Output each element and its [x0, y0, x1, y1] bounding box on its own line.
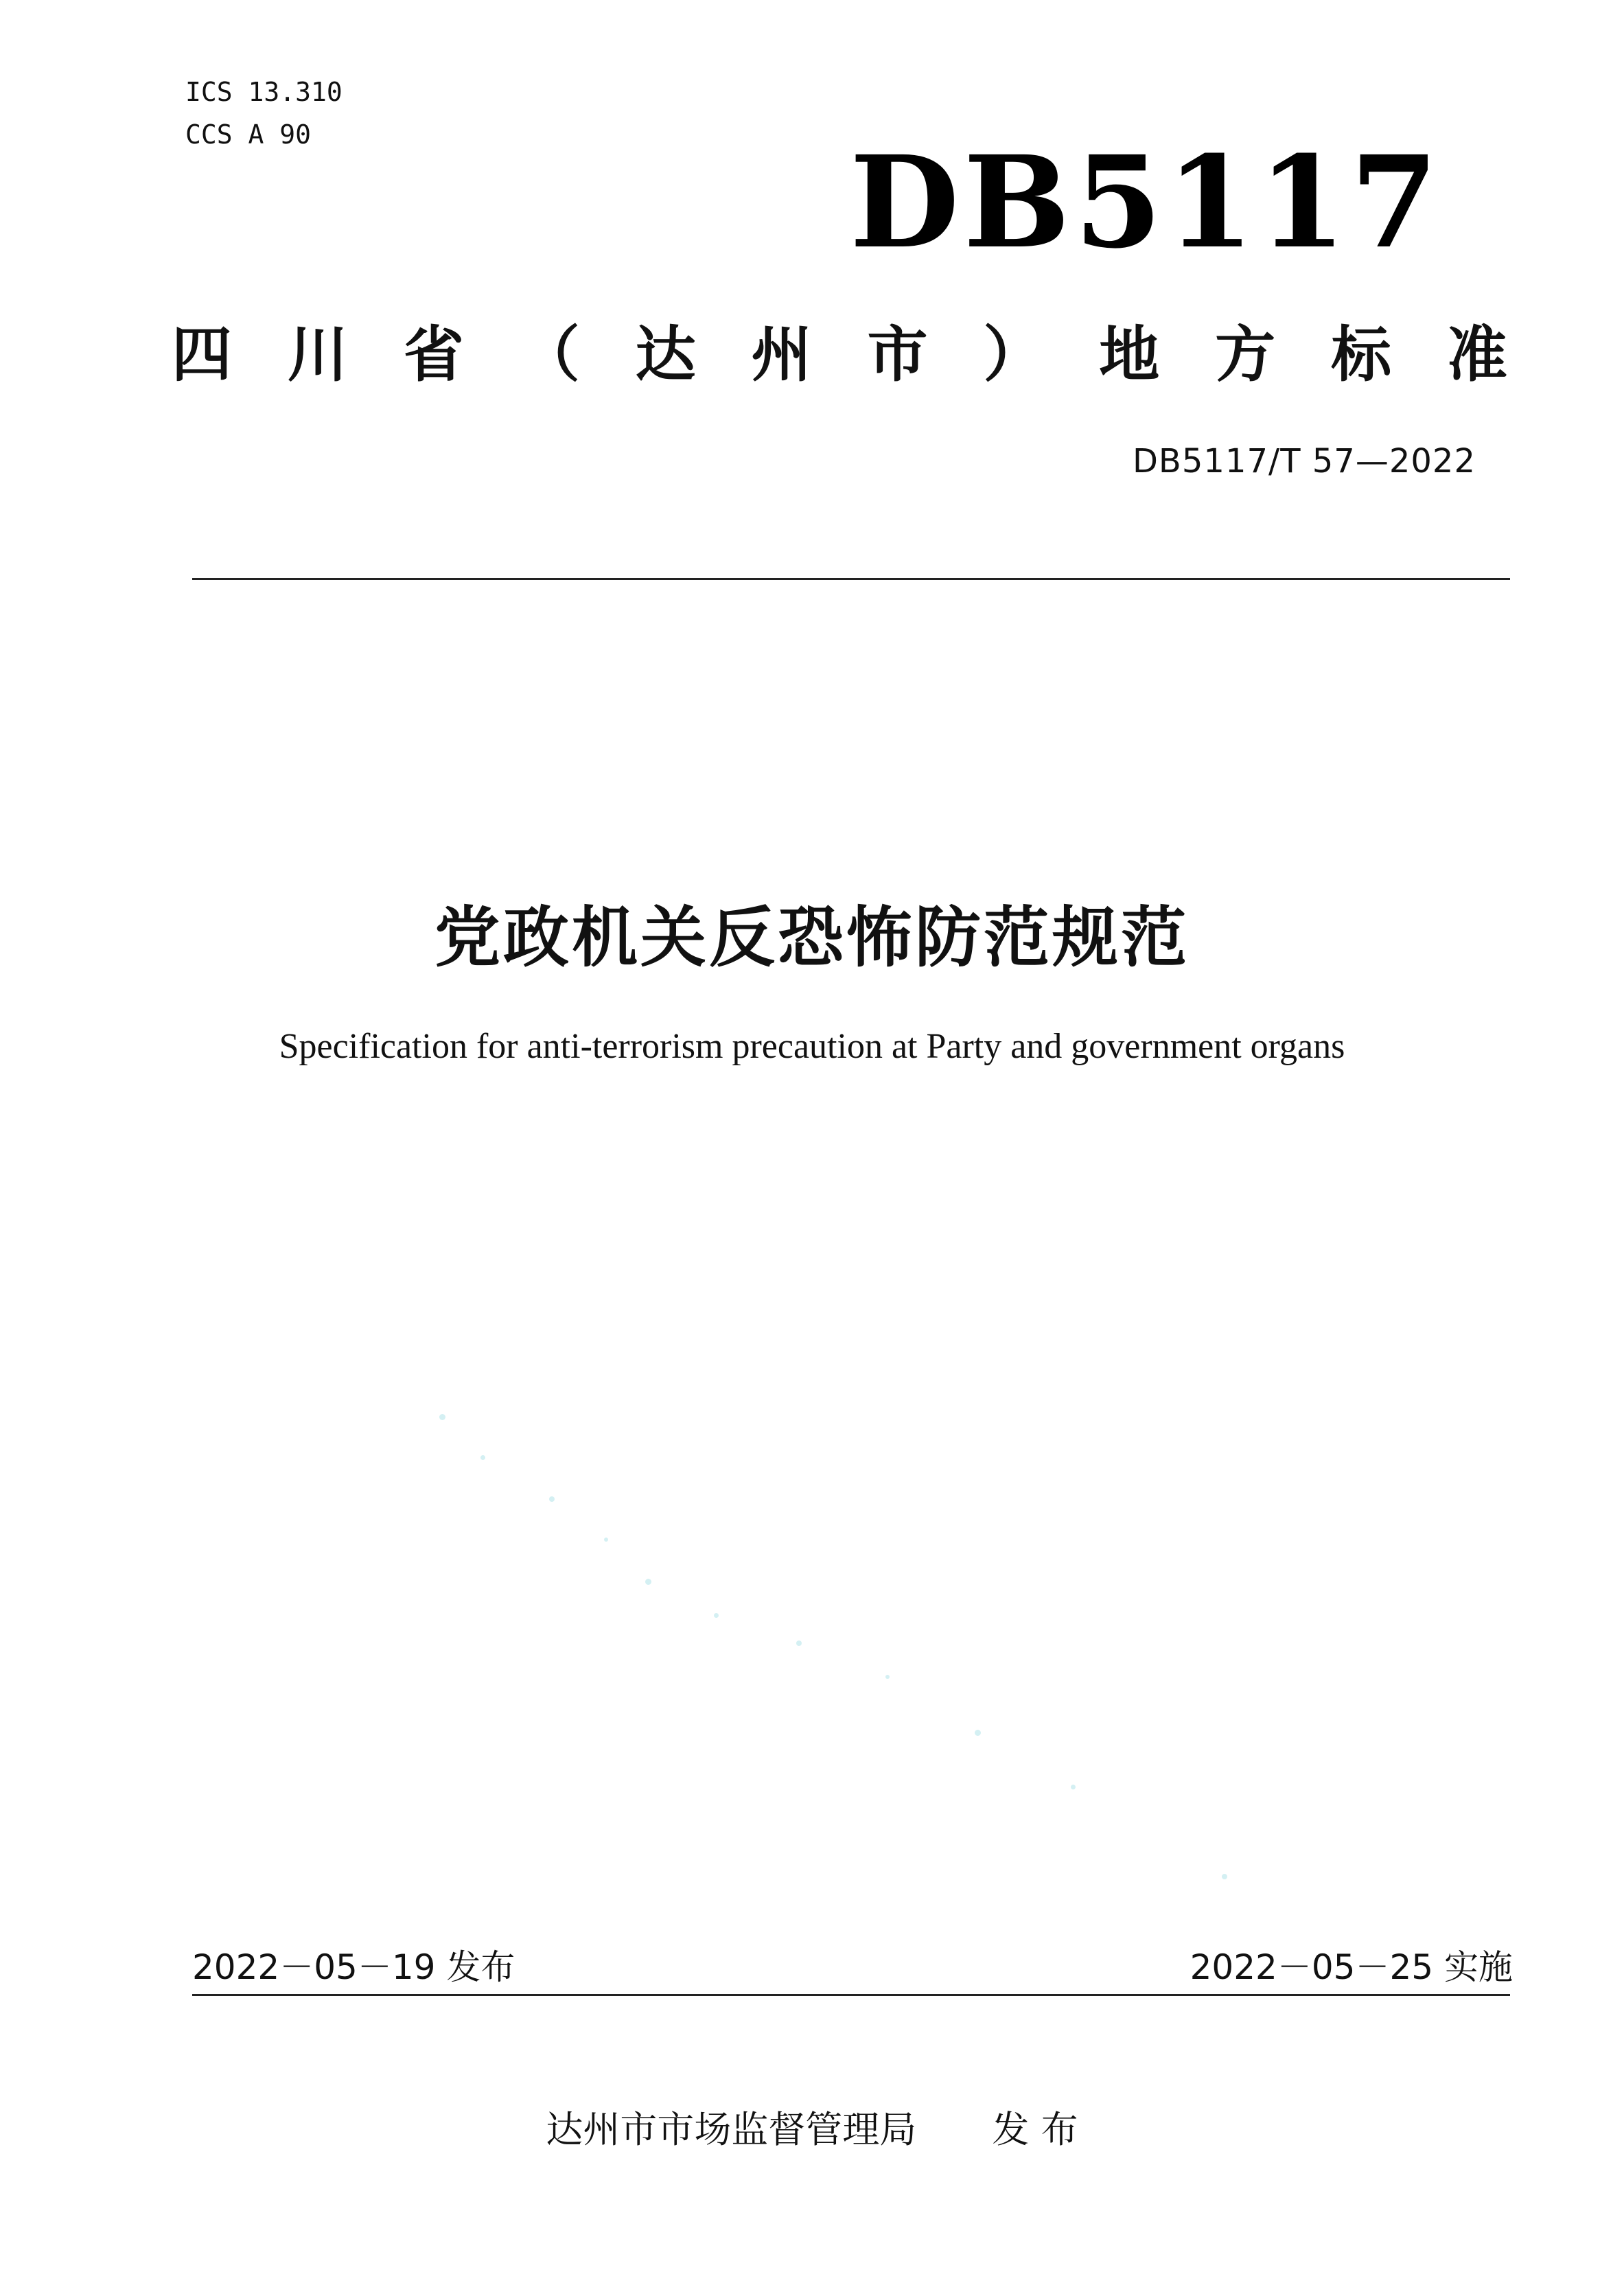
standard-type-char: 准 [1446, 319, 1507, 390]
top-divider [192, 578, 1510, 580]
standard-type-char: 省 [403, 319, 464, 390]
document-title-english: Specification for anti-terrorism precaution at Party and government organs [279, 1027, 1345, 1066]
standard-type-char: 市 [867, 319, 928, 390]
standard-type-char: 四 [172, 319, 233, 390]
db-standard-mark: DB5117 [850, 128, 1443, 277]
standard-type-char: （ [519, 319, 580, 390]
standard-number: DB5117/T 57—2022 [1132, 442, 1476, 480]
standard-type-char: 州 [751, 319, 812, 390]
bottom-divider [192, 1994, 1510, 1996]
effective-date: 2022－05－25 实施 [1190, 1947, 1513, 1987]
issuing-authority [0, 2100, 1624, 2153]
issuer-action: 发 布 [992, 2108, 1078, 2151]
standard-type-char: 标 [1331, 319, 1392, 390]
standard-type-char: 方 [1215, 319, 1276, 390]
ccs-code: CCS A 90 [185, 119, 312, 150]
document-title-chinese: 党政机关反恐怖防范规范 [434, 899, 1190, 976]
publish-date: 2022－05－19 发布 [192, 1947, 515, 1987]
standard-type-heading [172, 309, 1507, 391]
standard-type-char: 川 [287, 319, 348, 390]
ics-code: ICS 13.310 [185, 77, 343, 107]
issuer-name: 达州市市场监督管理局 [546, 2108, 917, 2151]
standard-type-char: 达 [635, 319, 696, 390]
standard-type-char: ） [983, 319, 1044, 390]
standard-type-char: 地 [1099, 319, 1160, 390]
